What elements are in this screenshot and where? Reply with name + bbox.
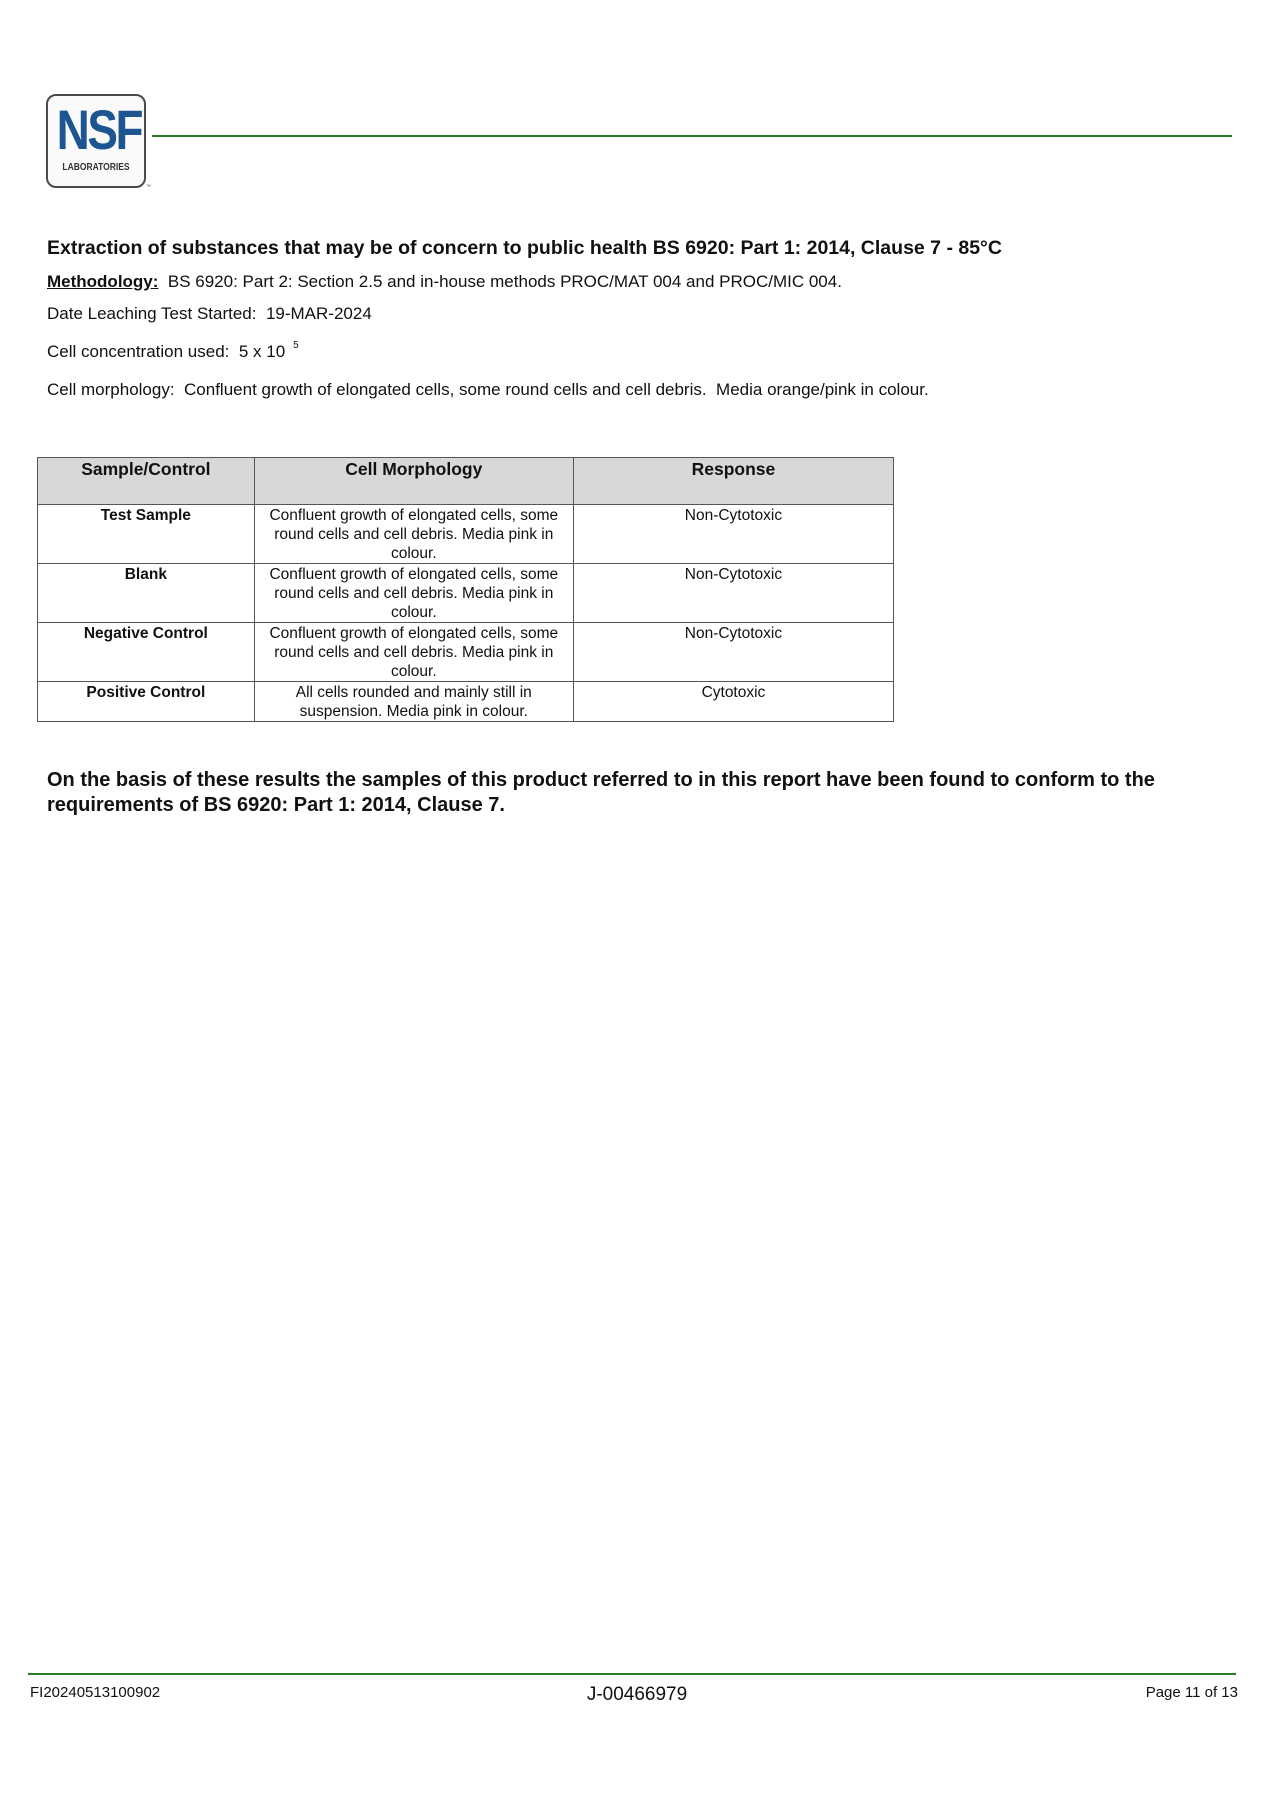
footer-divider (28, 1673, 1236, 1675)
sample-cell: Positive Control (38, 682, 255, 722)
response-cell: Cytotoxic (573, 682, 893, 722)
date-label: Date Leaching Test Started: (47, 304, 257, 323)
concentration-exponent: 5 (293, 340, 299, 351)
sample-cell: Blank (38, 564, 255, 623)
sample-cell: Test Sample (38, 505, 255, 564)
morphology-cell: Confluent growth of elongated cells, some round cells and cell debris. Media pink in colour. (254, 623, 573, 682)
response-cell: Non-Cytotoxic (573, 564, 893, 623)
table-row (38, 682, 894, 722)
table-header-row (38, 458, 894, 505)
methodology-value: BS 6920: Part 2: Section 2.5 and in-house methods PROC/MAT 004 and PROC/MIC 004. (167, 272, 842, 291)
footer-document-id: FI20240513100902 (30, 1684, 161, 1701)
logo-wordmark: NSF (56, 98, 142, 161)
morphology-cell: All cells rounded and mainly still in suspension. Media pink in colour. (254, 682, 573, 722)
sample-cell: Negative Control (38, 623, 255, 682)
concentration-label: Cell concentration used: (47, 342, 230, 361)
footer-page-number: Page 11 of 13 (1145, 1684, 1238, 1701)
header-cell-morphology: Cell Morphology (254, 458, 573, 505)
morphology-cell: Confluent growth of elongated cells, some round cells and cell debris. Media pink in colour. (254, 505, 573, 564)
nsf-laboratories-logo (46, 94, 146, 188)
conclusion-statement: On the basis of these results the samples of this product referred to in this report have been found to conform to the requirements of BS 6920: Part 1: 2014, Clause 7. (47, 769, 1155, 816)
results-table (37, 457, 894, 722)
table-row (38, 623, 894, 682)
logo-subtitle: LABORATORIES (62, 162, 130, 173)
table-row (38, 564, 894, 623)
methodology-line (47, 272, 842, 292)
response-cell: Non-Cytotoxic (573, 505, 893, 564)
header-response: Response (573, 458, 893, 505)
date-line (47, 304, 372, 324)
table-row (38, 505, 894, 564)
header-sample-control: Sample/Control (38, 458, 255, 505)
footer-job-number: J-00466979 (586, 1684, 688, 1705)
morphology-line (47, 380, 929, 400)
morphology-cell: Confluent growth of elongated cells, some round cells and cell debris. Media pink in colour. (254, 564, 573, 623)
morphology-label: Cell morphology: (47, 380, 175, 399)
date-value: 19-MAR-2024 (265, 304, 372, 323)
methodology-label: Methodology: (47, 272, 159, 291)
section-title: Extraction of substances that may be of concern to public health BS 6920: Part 1: 2014, Clause 7 - 85°C (47, 237, 1002, 259)
morphology-value: Confluent growth of elongated cells, some round cells and cell debris. Media orange/pink in colour. (184, 380, 929, 399)
trademark-symbol: ™ (146, 184, 151, 190)
concentration-base: 5 x 10 (238, 342, 286, 361)
response-cell: Non-Cytotoxic (573, 623, 893, 682)
header-divider (152, 135, 1232, 137)
concentration-line (47, 342, 299, 362)
